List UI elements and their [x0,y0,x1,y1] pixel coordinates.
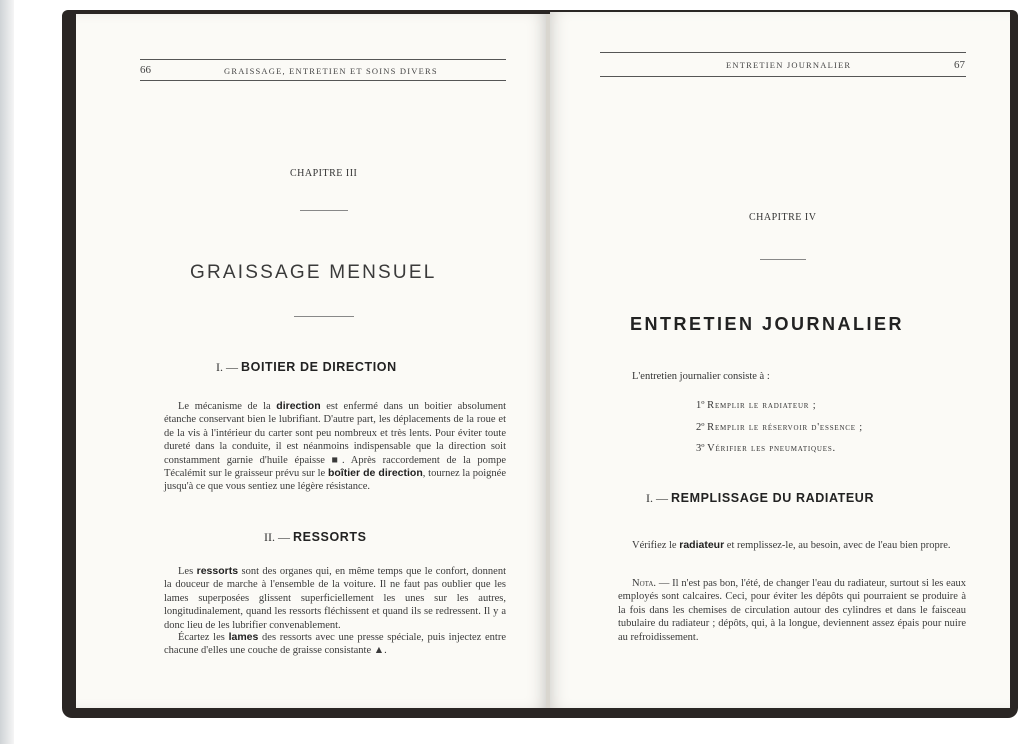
header-rule-top [140,59,506,60]
scan-edge [0,0,14,744]
section-number: I. — [216,360,238,374]
title-divider [294,316,354,317]
section-title: BOITIER DE DIRECTION [241,360,397,374]
section-number: I. — [646,491,668,505]
chapter-title: ENTRETIEN JOURNALIER [630,314,905,334]
chapter-divider [760,259,806,260]
section-title: REMPLISSAGE DU RADIATEUR [671,491,875,505]
chapter-divider [300,210,348,211]
section-number: II. — [264,530,290,544]
paragraph-radiateur: Vérifiez le radiateur et remplissez-le, au besoin, avec de l'eau bien propre. [632,539,951,551]
paragraph-ressorts: Les ressorts sont des organes qui, en même temps que le confort, donnent la douceur de marche à l'ensemble de la voiture. Il ne faut pas oublier que les lames superposées glissent superficiellement les unes sur les autres, longitudinalement, quand les ressorts fléchissent et quand ils se redressent. Il y a donc lieu de les lubrifier convenablement. [164,565,506,631]
running-head: GRAISSAGE, ENTRETIEN ET SOINS DIVERS [224,66,438,76]
running-head: ENTRETIEN JOURNALIER [726,60,852,70]
left-page [76,14,546,708]
page-number: 67 [954,59,965,71]
header-rule-bottom [600,76,966,77]
list-item: 3º Vérifier les pneumatiques. [696,443,836,454]
section-title: RESSORTS [293,530,367,544]
page-number: 66 [140,64,151,76]
header-rule-top [600,52,966,53]
right-page [550,12,1010,708]
paragraph-nota: Nota. — Il n'est pas bon, l'été, de changer l'eau du radiateur, surtout si les eaux employés sont calcaires. Ceci, pour éviter les dépôts qui pourraient se produire à la fois dans les chemises de circulation autour des cylindres et dans le faisceau tubulaire du radiateur ; dépôts, qui, à la longue, deviennent assez épais pour nuire au refroidissement. [618,578,966,643]
chapter-label: CHAPITRE IV [749,212,817,223]
section-heading-1 [646,491,874,506]
section-heading-1 [216,360,397,375]
list-item: 2º Remplir le réservoir d'essence ; [696,422,863,433]
list-item: 1º Remplir le radiateur ; [696,400,817,411]
paragraph-direction: Le mécanisme de la direction est enfermé dans un boitier absolument étanche conservant bien le lubrifiant. D'autre part, les déplacements de la roue et de la vis à l'intérieur du carter sont peu nombreux et très lents. Pour éviter toute dureté dans la conduite, il est néanmoins indispensable que la direction soit constamment garnie d'huile épaisse ■. Après raccordement de la pompe Técalémit sur le graisseur prévu sur le boîtier de direction, tournez la poignée jusqu'à ce que vous sentiez une légère résistance. [164,400,507,493]
paragraph-lames: Écartez les lames des ressorts avec une presse spéciale, puis injectez entre chacune d'elles une couche de graisse consistante ▲. [164,631,506,657]
chapter-title: GRAISSAGE MENSUEL [190,262,437,283]
header-rule-bottom [140,80,506,81]
intro-text: L'entretien journalier consiste à : [632,371,770,382]
chapter-label: CHAPITRE III [290,168,358,179]
section-heading-2 [264,530,367,545]
